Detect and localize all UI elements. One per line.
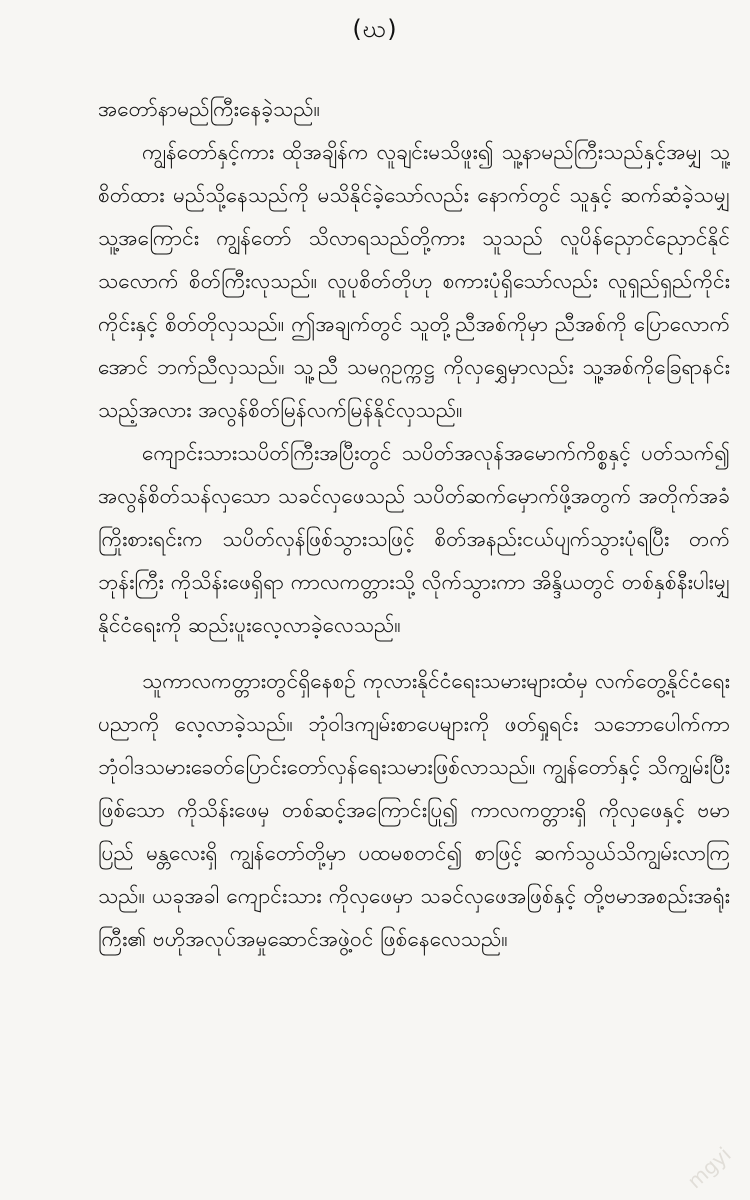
page-number: (ဃ)	[352, 15, 398, 43]
paragraph-1: အတော်နာမည်ကြီးနေခဲ့သည်။	[98, 97, 321, 121]
paragraph-4: သူကာလကတ္တားတွင်ရှိနေစဉ် ကုလားနိုင်ငံရေးသမားများထံမှ လက်တွေ့နိုင်ငံရေးပညာကို လေ့လာခဲ့သည်။ ဘုံဝါဒကျမ်းစာပေများကို ဖတ်ရှုရင်း သဘောပေါက်ကာ ဘုံဝါဒသမားခေတ်ပြောင်းတော်လှန်ရေးသမားဖြစ်လာသည်။ ကျွန်တော်နှင့် သိကျွမ်းပြီးဖြစ်သော ကိုသိန်းဖေမှ တစ်ဆင့်အကြောင်းပြု၍ ကာလကတ္တားရှိ ကိုလှဖေနှင့် ဗမာပြည် မန္တလေးရှိ ကျွန်တော်တို့မှာ ပထမစတင်၍ စာဖြင့် ဆက်သွယ်သိကျွမ်းလာကြသည်။ ယခုအခါ ကျောင်းသား ကိုလှဖေမှာ သခင်လှဖေအဖြစ်နှင့် တို့ဗမာအစည်းအရုံးကြီး၏ ဗဟိုအလုပ်အမှုဆောင်အဖွဲ့ဝင် ဖြစ်နေလေသည်။	[98, 669, 730, 951]
watermark: mgyi	[683, 1142, 736, 1194]
body-text	[98, 88, 730, 1183]
paragraph-3: ကျောင်းသားသပိတ်ကြီးအပြီးတွင် သပိတ်အလုန်အမောက်ကိစ္စနှင့် ပတ်သက်၍ အလွန်စိတ်သန်လှသော သခင်လှဖေသည် သပိတ်ဆက်မှောက်ဖို့အတွက် အတိုက်အခံ ကြိုးစားရင်းက သပိတ်လှန်ဖြစ်သွားသဖြင့် စိတ်အနည်းငယ်ပျက်သွားပုံရပြီး တက်ဘုန်းကြီး ကိုသိန်းဖေရှိရာ ကာလကတ္တားသို့ လိုက်သွားကာ အိန္ဒိယတွင် တစ်နှစ်နီးပါးမျှ နိုင်ငံရေးကို ဆည်းပူးလေ့လာခဲ့လေသည်။	[98, 441, 730, 637]
paragraph-2: ကျွန်တော်နှင့်ကား ထိုအချိန်က လူချင်းမသိဖူး၍ သူ့နာမည်ကြီးသည်နှင့်အမျှ သူ့စိတ်ထား မည်သို့နေသည်ကို မသိနိုင်ခဲ့သော်လည်း နောက်တွင် သူနှင့် ဆက်ဆံခဲ့သမျှ သူ့အကြောင်း ကျွန်တော် သိလာရသည်တို့ကား သူသည် လူပိန်ညှောင်ညှောင်နိုင်သလောက် စိတ်ကြီးလုသည်။ လူပုစိတ်တိုဟု စကားပုံရှိသော်လည်း လူရှည်ရှည်ကိုင်းကိုင်းနှင့် စိတ်တိုလှသည်။ ဤအချက်တွင် သူတို့ညီအစ်ကိုမှာ ညီအစ်ကို ပြောလောက်အောင် ဘက်ညီလှသည်။ သူ့ညီ သမဂ္ဂဥက္ကဋ္ဌ ကိုလှရွှေမှာလည်း သူ့အစ်ကိုခြေရာနင်းသည့်အလား အလွန်စိတ်မြန်လက်မြန်နိုင်လှသည်။	[98, 140, 730, 422]
